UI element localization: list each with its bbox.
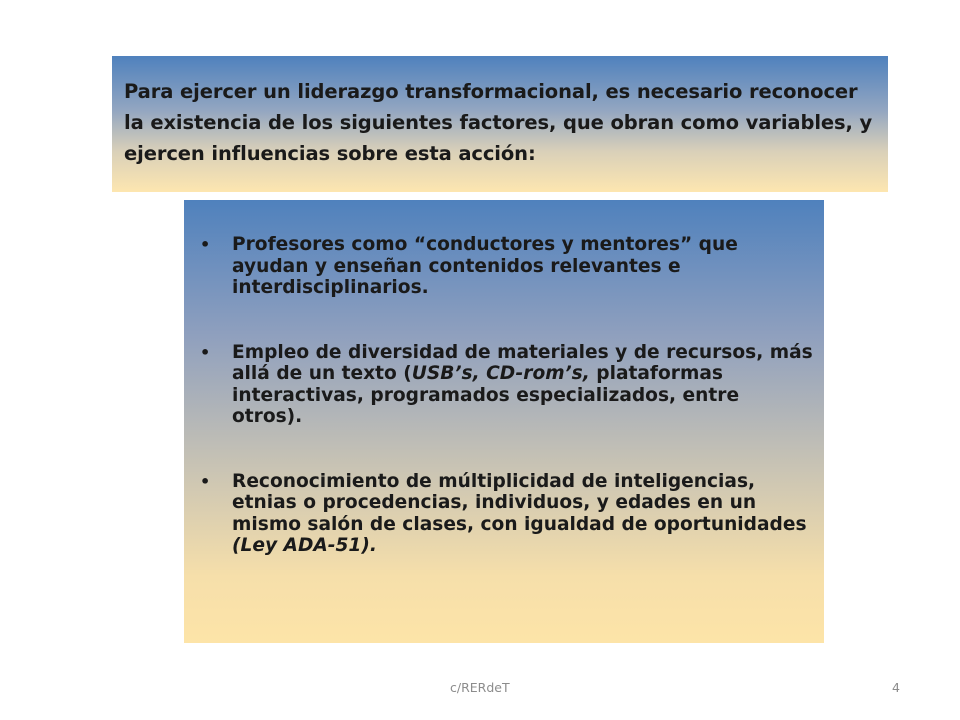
bullet-text: Reconocimiento de múltiplicidad de inteligencias, etnias o procedencias, individuos, y edades en un mismo salón de clases, con igualdad de oportunidades <box>232 470 807 535</box>
content-box <box>184 200 824 643</box>
bullet-item-materials <box>188 342 814 428</box>
bullet-icon: • <box>200 235 211 254</box>
title-box <box>112 56 888 192</box>
bullet-text-italic: USB’s, CD-rom’s, <box>411 363 590 384</box>
bullet-text: Profesores como “conductores y mentores” que ayudan y enseñan contenidos relevantes e interdisciplinarios. <box>232 234 738 298</box>
bullet-text: Empleo de diversidad de materiales y de recursos, más allá de un texto ( <box>232 341 813 384</box>
bullet-icon: • <box>200 342 211 362</box>
bullet-text-italic: (Ley ADA-51). <box>232 535 377 556</box>
slide-footer: c/RERdeT <box>450 680 510 695</box>
bullet-icon: • <box>200 471 211 491</box>
bullet-list <box>188 234 814 557</box>
bullet-text-tail: plataformas interactivas, programados especializados, entre otros). <box>232 363 740 427</box>
bullet-item-teachers <box>188 234 814 299</box>
slide-title: Para ejercer un liderazgo transformacional, es necesario reconocer la existencia de los siguientes factores, que obran como variables, y ejercen influencias sobre esta acción: <box>124 80 873 165</box>
page-number: 4 <box>892 680 900 695</box>
bullet-item-diversity <box>188 471 814 557</box>
